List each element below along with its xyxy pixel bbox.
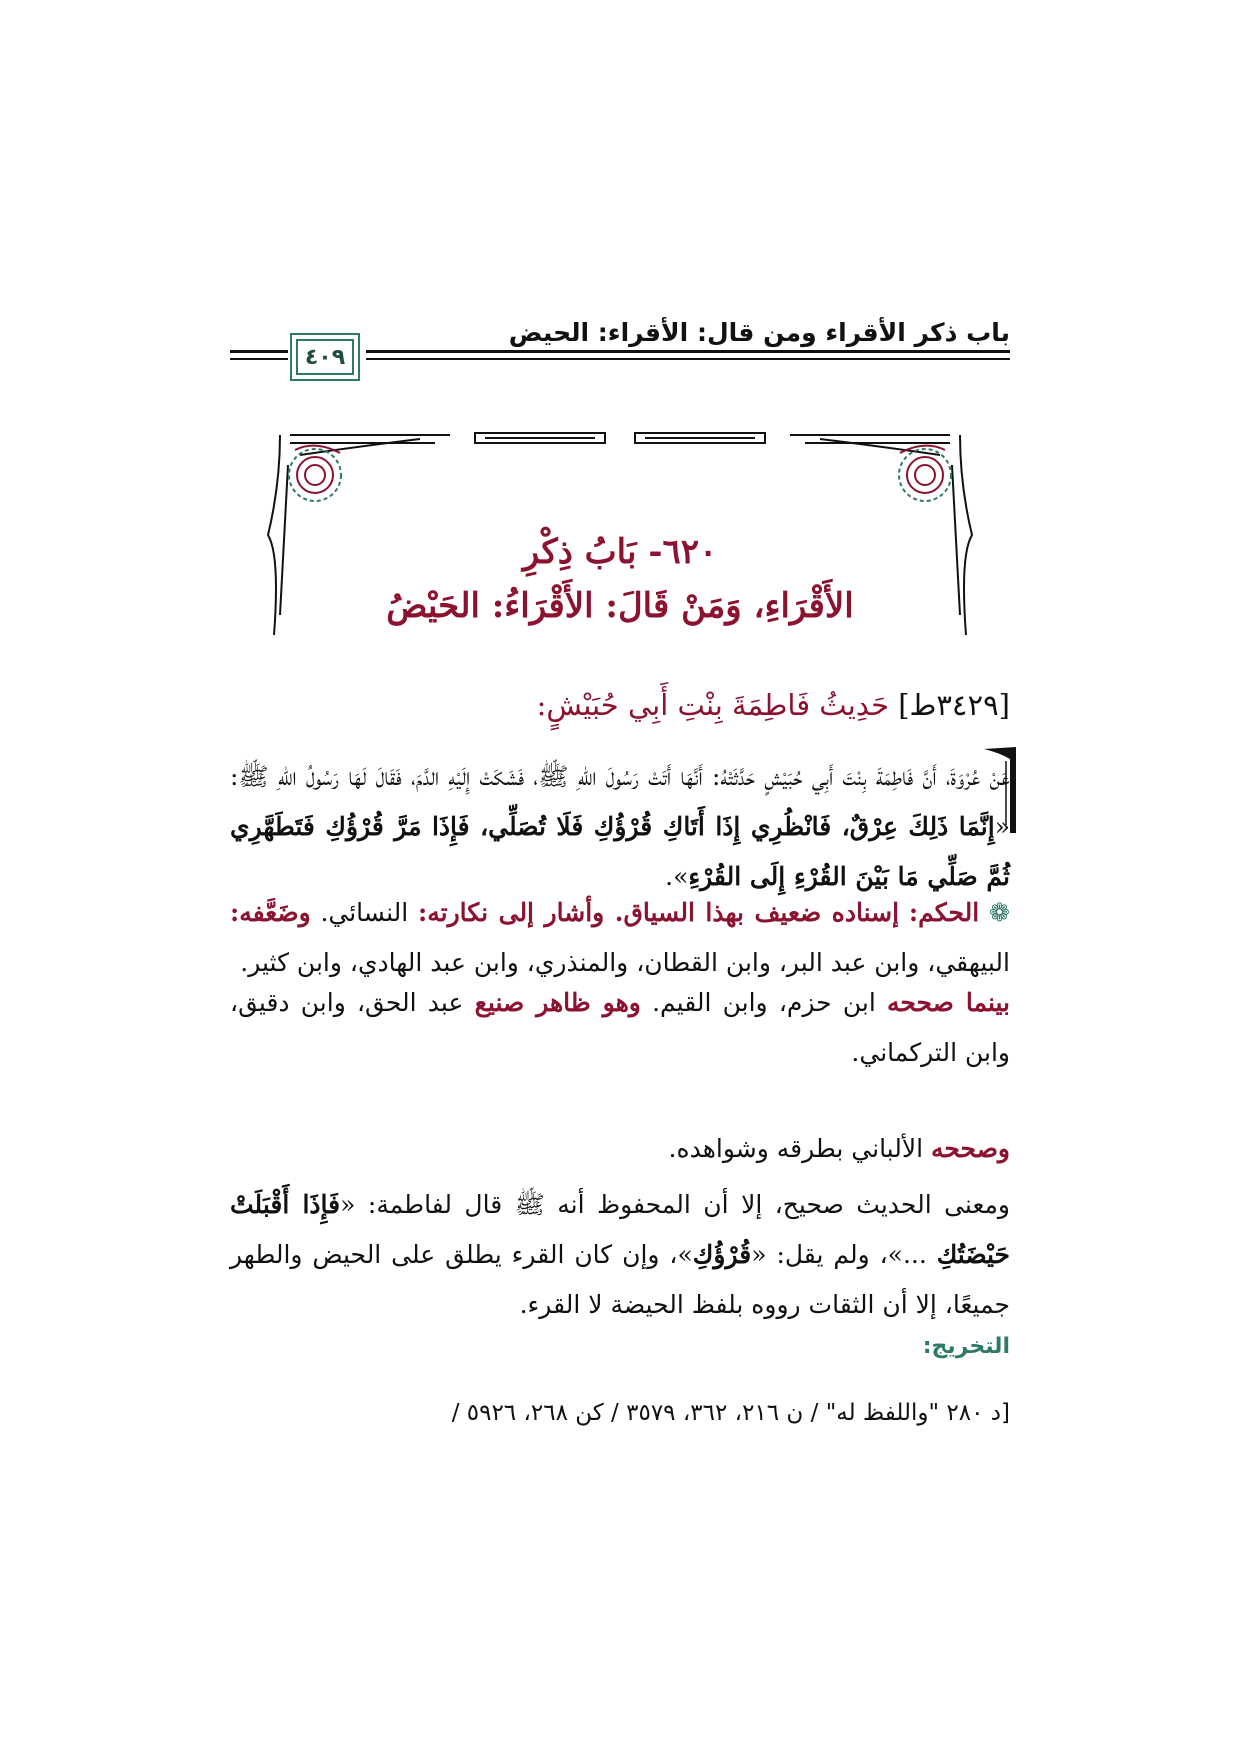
takhrij-text: [د ٢٨٠ "واللفظ له" / ن ٢١٦، ٣٦٢، ٣٥٧٩ / كن ٢٦٨، ٥٩٢٦ / [451, 1400, 1010, 1426]
section-heading [210, 688, 1010, 722]
hadith-text [230, 752, 1010, 902]
hadith-text-end: ». [665, 862, 689, 891]
ruling-nasai: النسائي. [320, 898, 409, 927]
authenticators-paragraph [230, 978, 1010, 1078]
meaning-text-3: »، وإن كان القرء يطلق على الحيض والطهر جميعًا، إلا أن الثقات رووه بلفظ الحيضة لا القرء. [230, 1240, 1010, 1319]
chapter-title-line2: الأَقْرَاءِ، وَمَنْ قَالَ: الأَقْرَاءُ: الحَيْضُ [386, 586, 854, 627]
hadith-text-intro: عَنْ عُرْوَةَ، أَنَّ فَاطِمَةَ بِنْتَ أَبِي حُبَيْشٍ حَدَّثَتْهُ: أَنَّهَا أَتَتْ رَسُولَ اللهِ ﷺ، فَشَكَتْ إِلَيْهِ الدَّمَ، فَقَالَ لَهَا رَسُولُ اللهِ ﷺ: « [230, 762, 1010, 841]
meaning-paragraph [230, 1180, 1010, 1330]
chapter-title [260, 525, 980, 634]
ruling-verdict: إسناده ضعيف بهذا السياق. وأشار إلى نكارته: [418, 898, 900, 927]
header-rule-thin [366, 358, 1010, 360]
meaning-text-2: ...»، ولم يقل: « [751, 1240, 937, 1269]
ruling-paragraph [230, 888, 1010, 988]
hadith-text-prophetic: إِنَّمَا ذَلِكَ عِرْقٌ، فَانْظُرِي إِذَا أَتَاكِ قُرْؤُكِ فَلَا تُصَلِّي، فَإِذَا مَرَّ قُرْؤُكِ فَتَطَهَّرِي ثُمَّ صَلِّي مَا بَيْنَ القُرْءِ إِلَى القُرْءِ [230, 812, 1010, 891]
apparent-label: وهو ظاهر صنيع [474, 988, 641, 1017]
page-number: ٤٠٩ [304, 344, 346, 370]
hadith-reference: [٣٤٢٩ط] [898, 688, 1010, 722]
authenticated-label: بينما صححه [887, 988, 1010, 1017]
ruling-label: الحكم: [908, 898, 980, 927]
takhrij-heading: التخريج: [922, 1334, 1010, 1359]
weakeners-list: البيهقي، وابن عبد البر، وابن القطان، والمنذري، وابن عبد الهادي، وابن كثير. [240, 948, 1010, 977]
meaning-text-1: ومعنى الحديث صحيح، إلا أن المحفوظ أنه ﷺ قال لفاطمة: « [340, 1190, 1010, 1219]
albani-paragraph [230, 1124, 1010, 1174]
header-rule-left-thick [230, 350, 288, 353]
apparent-list: عبد الحق، وابن دقيق، وابن التركماني. [230, 988, 1010, 1067]
header-rule-thick [366, 350, 1010, 353]
albani-label: وصححه [931, 1134, 1010, 1163]
albani-text: الألباني بطرقه وشواهده. [668, 1134, 924, 1163]
chapter-title-line1: ٦٢٠- بَابُ ذِكْرِ [522, 532, 718, 572]
header-rule-left-thin [230, 358, 288, 360]
authenticators-list: ابن حزم، وابن القيم. [652, 988, 876, 1017]
running-header: باب ذكر الأقراء ومن قال: الأقراء: الحيض [508, 318, 1010, 347]
hadith-name: حَدِيثُ فَاطِمَةَ بِنْتِ أَبِي حُبَيْشٍ: [536, 688, 889, 722]
page-number-frame [290, 333, 360, 381]
weakened-label: وضَعَّفه: [230, 898, 311, 927]
meaning-quote-2: قُرْؤُكِ [692, 1240, 752, 1269]
flower-icon: ❁ [989, 898, 1010, 927]
meaning-quote-1: فَإِذَا أَقْبَلَتْ حَيْضَتُكِ [230, 1190, 1011, 1269]
